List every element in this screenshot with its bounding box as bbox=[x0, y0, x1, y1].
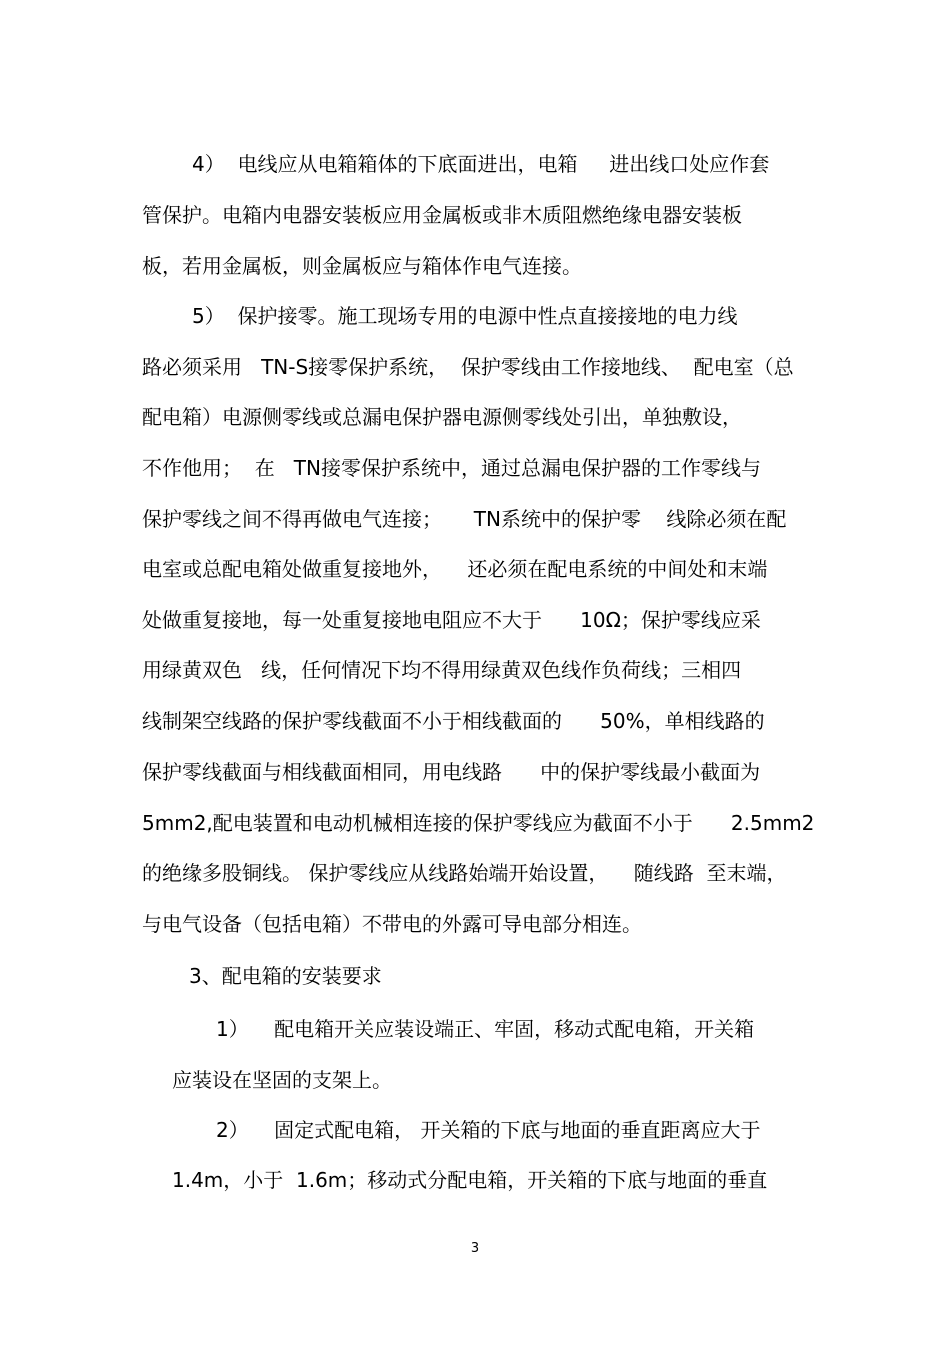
text-line: 5） 保护接零。施工现场专用的电源中性点直接接地的电力线 bbox=[192, 304, 738, 328]
text-line: 用绿黄双色 线，任何情况下均不得用绿黄双色线作负荷线；三相四 bbox=[142, 658, 742, 682]
text-line: 配电箱）电源侧零线或总漏电保护器电源侧零线处引出，单独敷设， bbox=[142, 405, 742, 429]
page-number: 3 bbox=[470, 1241, 480, 1256]
text-line: 2） 固定式配电箱， 开关箱的下底与地面的垂直距离应大于 bbox=[216, 1118, 761, 1142]
text-line: 板，若用金属板，则金属板应与箱体作电气连接。 bbox=[142, 254, 582, 278]
text-line: 不作他用； 在 TN接零保护系统中，通过总漏电保护器的工作零线与 bbox=[142, 456, 761, 480]
text-line: 与电气设备（包括电箱）不带电的外露可导电部分相连。 bbox=[142, 912, 642, 936]
section-heading: 3、配电箱的安装要求 bbox=[189, 964, 382, 988]
text-line: 路必须采用 TN-S接零保护系统， 保护零线由工作接地线、 配电室（总 bbox=[142, 355, 794, 379]
text-line: 1.4m，小于 1.6m；移动式分配电箱，开关箱的下底与地面的垂直 bbox=[172, 1168, 768, 1192]
text-line: 保护零线之间不得再做电气连接； TN系统中的保护零 线除必须在配 bbox=[142, 507, 787, 531]
text-line: 4） 电线应从电箱箱体的下底面进出，电箱 进出线口处应作套 bbox=[192, 152, 770, 176]
text-line: 电室或总配电箱处做重复接地外， 还必须在配电系统的中间处和末端 bbox=[142, 557, 768, 581]
text-line: 管保护。电箱内电器安装板应用金属板或非木质阻燃绝缘电器安装板 bbox=[142, 203, 742, 227]
text-line: 处做重复接地，每一处重复接地电阻应不大于 10Ω；保护零线应采 bbox=[142, 608, 761, 632]
text-line: 的绝缘多股铜线。 保护零线应从线路始端开始设置， 随线路 至末端， bbox=[142, 861, 787, 885]
text-line: 保护零线截面与相线截面相同，用电线路 中的保护零线最小截面为 bbox=[142, 760, 761, 784]
text-line: 5mm2,配电装置和电动机械相连接的保护零线应为截面不小于 2.5mm2 bbox=[142, 811, 815, 835]
text-line: 线制架空线路的保护零线截面不小于相线截面的 50%，单相线路的 bbox=[142, 709, 765, 733]
text-line: 应装设在坚固的支架上。 bbox=[172, 1068, 392, 1092]
text-line: 1） 配电箱开关应装设端正、牢固，移动式配电箱，开关箱 bbox=[216, 1017, 755, 1041]
